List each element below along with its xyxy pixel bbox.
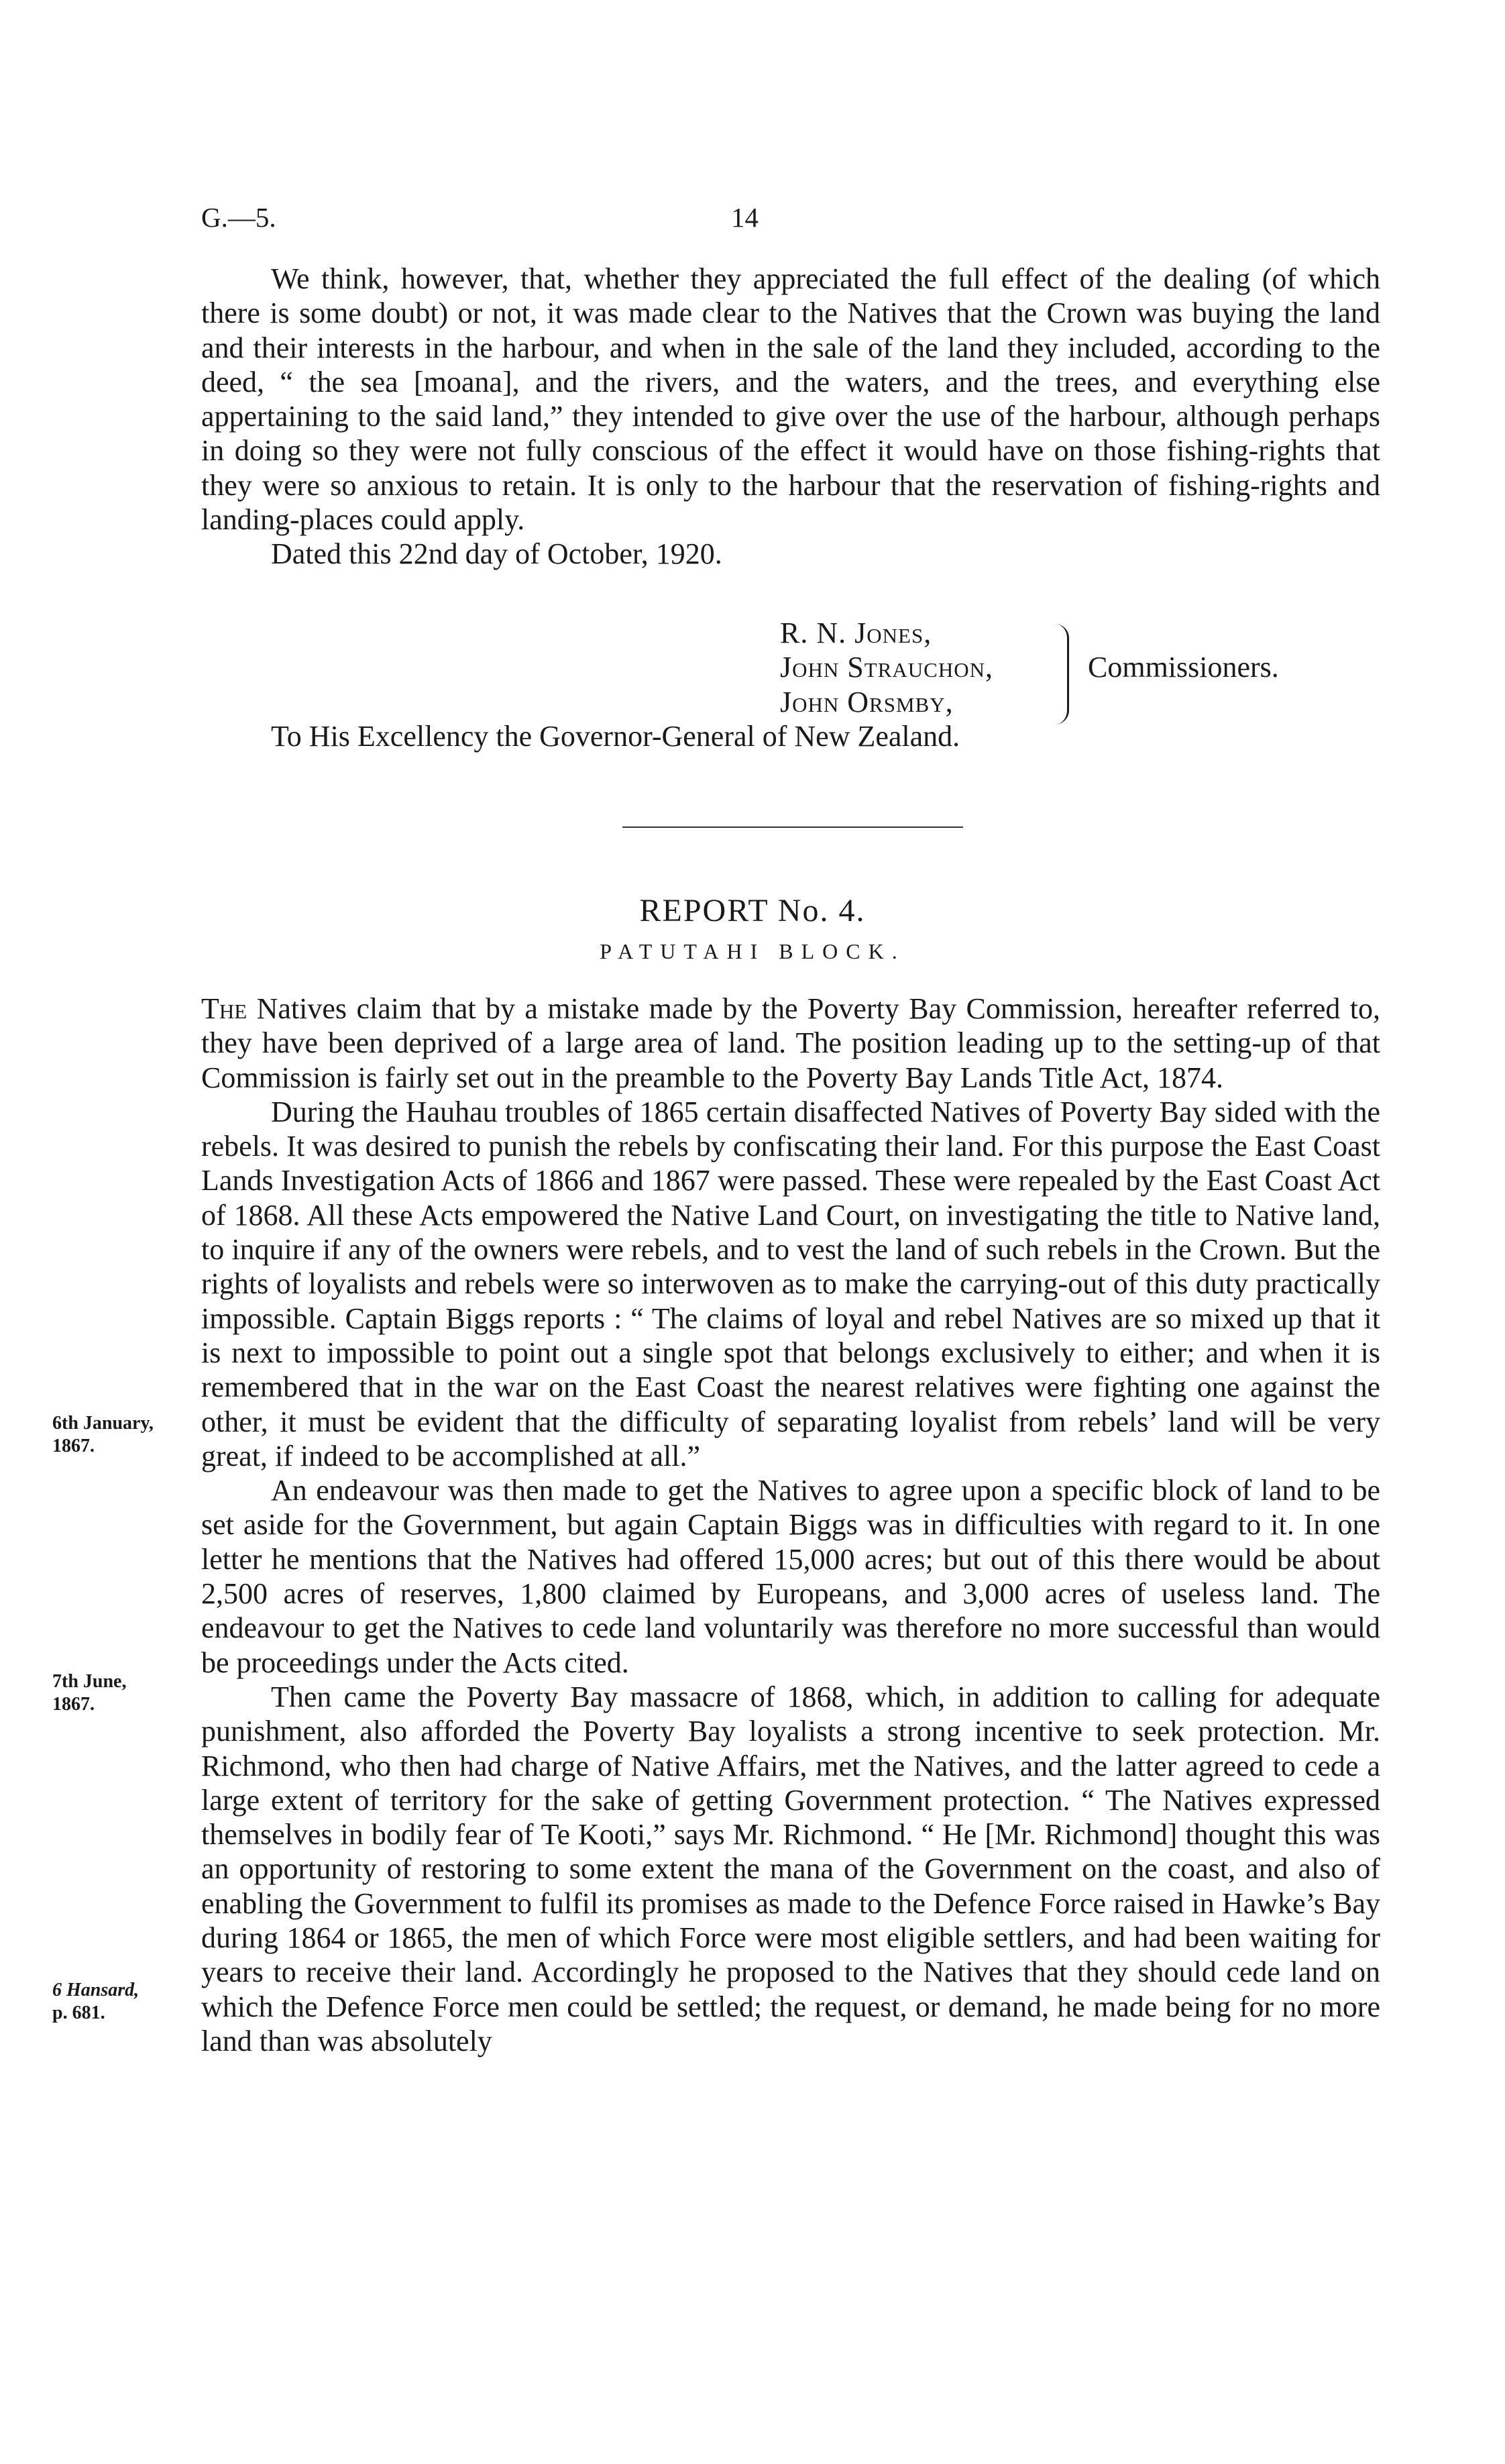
report-paragraph-3: An endeavour was then made to get the Natives to agree upon a specific block of land to be set aside for the Government, but again Captain Biggs was in difficulties with regard to it. In one letter he mentions that the Natives had offered 15,000 acres; but out of this there would be about 2,500 acres of reserves, 1,800 claimed by Europeans, and 3,000 acres of useless land. The endeavour to get the Natives to cede land voluntarily was therefore no more successful than would be proceedings under the Acts cited.: [201, 1474, 1380, 1679]
margin-note-source: 6 Hansard,: [52, 1980, 140, 2000]
signatory-name: John Strauchon,: [780, 651, 993, 684]
margin-note-line: 7th June,: [52, 1671, 127, 1692]
addressee-line: To His Excellency the Governor-General of New Zealand.: [271, 720, 960, 753]
page-number: 14: [731, 202, 759, 233]
report-subtitle: PATUTAHI BLOCK.: [600, 939, 905, 963]
signatory-role: Commissioners.: [1088, 651, 1279, 684]
closing-paragraph: We think, however, that, whether they appreciated the full effect of the dealing (of which there is some doubt) or not, it was made clear to the Natives that the Crown was buying the land and their interests in the harbour, and when in the sale of the land they included, according to the deed, “ the sea [moana], and the rivers, and the waters, and the trees, and everything else appertaining to the said land,” they intended to give over the use of the harbour, although perhaps in doing so they were not fully conscious of the effect it would have on those fishing-rights that they were so anxious to retain. It is only to the harbour that the reservation of fishing-rights and landing-places could apply.: [201, 262, 1380, 537]
signatory-list: [780, 616, 993, 719]
dated-line: Dated this 22nd day of October, 1920.: [271, 537, 722, 571]
report-paragraph-4: Then came the Poverty Bay massacre of 1868, which, in addition to calling for adequate punishment, also afforded the Poverty Bay loyalists a strong incentive to seek protection. Mr. Richmond, who then had charge of Native Affairs, met the Natives, and the latter agreed to cede a large extent of territory for the sake of getting Government protection. “ The Natives expressed themselves in bodily fear of Te Kooti,” says Mr. Richmond. “ He [Mr. Richmond] thought this was an opportunity of restoring to some extent the mana of the Government on the coast, and also of enabling the Government to fulfil its promises as made to the Defence Force raised in Hawke’s Bay during 1864 or 1865, the men of which Force were most eligible settlers, and had been waiting for years to receive their land. Accordingly he proposed to the Natives that they should cede land on which the Defence Force men could be settled; the request, or demand, he made being for no more land than was absolutely: [201, 1680, 1380, 2057]
signatory-brace: [1055, 624, 1069, 725]
margin-note-line: 6th January,: [52, 1413, 154, 1434]
lead-word: The: [201, 992, 247, 1025]
signatory-name: R. N. Jones,: [780, 617, 932, 649]
margin-note: [52, 1979, 139, 2025]
report-paragraph-1: [201, 992, 1380, 1095]
margin-note-line: 1867.: [52, 1436, 95, 1456]
report-body: [201, 992, 1380, 2058]
report-title: REPORT No. 4.: [639, 893, 866, 928]
margin-note-line: p. 681.: [52, 2002, 105, 2023]
margin-note: [52, 1670, 126, 1716]
document-reference: G.—5.: [201, 202, 276, 233]
margin-note-line: 1867.: [52, 1694, 95, 1715]
margin-note-line: [52, 1979, 139, 2002]
signatory-name: John Orsmby,: [780, 685, 954, 718]
section-divider: [622, 826, 963, 828]
closing-section: [201, 262, 1380, 572]
margin-note: [52, 1412, 154, 1458]
report-paragraph-1-text: Natives claim that by a mistake made by the Poverty Bay Commission, hereafter referred to, they have been deprived of a large area of land. The position leading up to the setting-up of that Commission is fairly set out in the preamble to the Poverty Bay Lands Title Act, 1874.: [201, 992, 1380, 1094]
report-paragraph-2: During the Hauhau troubles of 1865 certain disaffected Natives of Poverty Bay sided with the rebels. It was desired to punish the rebels by confiscating their land. For this purpose the East Coast Lands Investigation Acts of 1866 and 1867 were passed. These were repealed by the East Coast Act of 1868. All these Acts empowered the Native Land Court, on investigating the title to Native land, to inquire if any of the owners were rebels, and to vest the land of such rebels in the Crown. But the rights of loyalists and rebels were so interwoven as to make the carrying-out of this duty practically impossible. Captain Biggs reports : “ The claims of loyal and rebel Natives are so mixed up that it is next to impossible to point out a single spot that belongs exclusively to either; and when it is remembered that in the war on the East Coast the nearest relatives were fighting one against the other, it must be evident that the difficulty of separating loyalist from rebels’ land will be very great, if indeed to be accomplished at all.”: [201, 1095, 1380, 1472]
